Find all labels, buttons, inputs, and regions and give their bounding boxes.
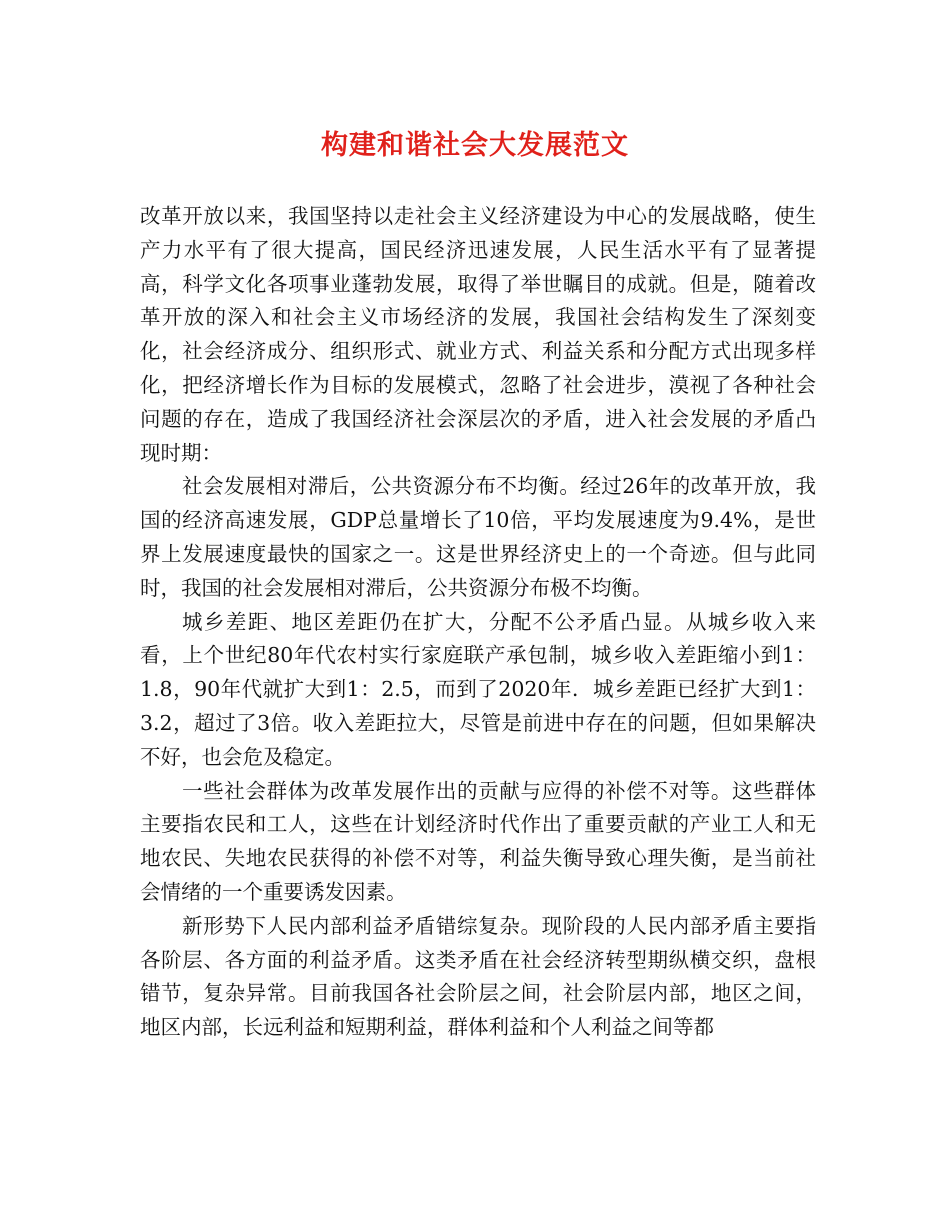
paragraph-urban-rural-gap: 城乡差距、地区差距仍在扩大，分配不公矛盾凸显。从城乡收入来看，上个世纪80年代农村实行家庭联产承包制，城乡收入差距缩小到1：1.8，90年代就扩大到1：2.5，而到了2020年．城乡差距已经扩大到1：3.2，超过了3倍。收入差距拉大，尽管是前进中存在的问题，但如果解决不好，也会危及稳定。 xyxy=(140,609,816,769)
document-title: 构建和谐社会大发展范文 xyxy=(321,130,629,161)
document-body xyxy=(140,200,816,1045)
paragraph-intro: 改革开放以来，我国坚持以走社会主义经济建设为中心的发展战略，使生产力水平有了很大提高，国民经济迅速发展，人民生活水平有了显著提高，科学文化各项事业蓬勃发展，取得了举世瞩目的成就。但是，随着改革开放的深入和社会主义市场经济的发展，我国社会结构发生了深刻变化，社会经济成分、组织形式、就业方式、利益关系和分配方式出现多样化，把经济增长作为目标的发展模式，忽略了社会进步，漠视了各种社会问题的存在，造成了我国经济社会深层次的矛盾，进入社会发展的矛盾凸现时期： xyxy=(140,204,816,465)
paragraph-social-groups: 一些社会群体为改革发展作出的贡献与应得的补偿不对等。这些群体主要指农民和工人，这些在计划经济时代作出了重要贡献的产业工人和无地农民、失地农民获得的补偿不对等，利益失衡导致心理失衡，是当前社会情绪的一个重要诱发因素。 xyxy=(140,778,816,904)
paragraph-internal-conflicts: 新形势下人民内部利益矛盾错综复杂。现阶段的人民内部矛盾主要指各阶层、各方面的利益矛盾。这类矛盾在社会经济转型期纵横交织，盘根错节，复杂异常。目前我国各社会阶层之间，社会阶层内部，地区之间，地区内部，长远利益和短期利益，群体利益和个人利益之间等都 xyxy=(140,913,816,1040)
paragraph-social-development: 社会发展相对滞后，公共资源分布不均衡。经过26年的改革开放，我国的经济高速发展，GDP总量增长了10倍，平均发展速度为9.4%，是世界上发展速度最快的国家之一。这是世界经济史上的一个奇迹。但与此同时，我国的社会发展相对滞后，公共资源分布极不均衡。 xyxy=(140,474,816,600)
